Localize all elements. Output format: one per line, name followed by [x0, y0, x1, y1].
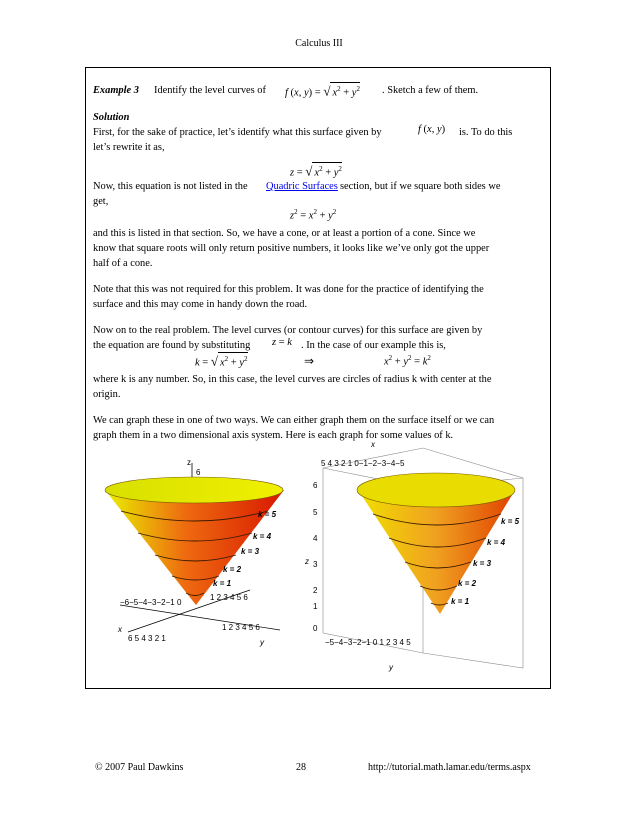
equation-3-right: $x^2 + y^2 = k^2$: [384, 354, 431, 368]
quadric-surfaces-link[interactable]: Quadric Surfaces: [266, 181, 338, 192]
left-x-ticks: 6 5 4 3 2 1: [128, 634, 166, 643]
svg-text:2: 2: [313, 586, 318, 595]
left-z-tick: 6: [196, 468, 201, 477]
p7-a: We can graph these in one of two ways. We can either graph them on the surface itself or we can: [93, 415, 495, 426]
left-cone-figure: [100, 445, 300, 655]
left-label-k4: k = 4: [253, 532, 272, 541]
p5-c: . In the case of our example this is,: [301, 340, 446, 351]
implies-arrow: ⇒: [304, 354, 315, 368]
left-label-k1: k = 1: [213, 579, 232, 588]
p1-a: First, for the sake of practice, let’s identify what this surface given by: [93, 127, 382, 138]
right-label-k2: k = 2: [458, 579, 477, 588]
right-top-ticks: 5 4 3 2 1 0−1−2−3−4−5: [321, 459, 405, 468]
svg-text:0: 0: [313, 624, 318, 633]
p1-b: is. To do this: [459, 127, 513, 138]
right-cone-figure: [303, 438, 543, 678]
right-label-k5: k = 5: [501, 517, 520, 526]
left-x-label: x: [118, 625, 122, 634]
p6-b: origin.: [93, 389, 121, 400]
left-label-k2: k = 2: [223, 565, 242, 574]
equation-3-left: k = √ $x^2 + y^2$: [195, 353, 248, 369]
svg-text:3: 3: [313, 560, 318, 569]
left-label-k3: k = 3: [241, 547, 260, 556]
footer-page-number: 28: [296, 762, 306, 773]
footer-url[interactable]: http://tutorial.math.lamar.edu/terms.aspx: [368, 762, 531, 773]
p5-a: Now on to the real problem. The level curves (or contour curves) for this surface are given by: [93, 325, 483, 336]
example-function: f (x, y) = √ $x^2 + y^2$: [285, 83, 360, 99]
example-label: Example 3: [93, 85, 139, 96]
right-y-label: y: [389, 663, 393, 672]
equation-1: z = √ $x^2 + y^2$: [290, 163, 342, 179]
page-header: Calculus III: [295, 38, 343, 49]
footer-copyright: © 2007 Paul Dawkins: [95, 762, 184, 773]
p3-b: know that square roots will only return positive numbers, it looks like we’ve only got the upper: [93, 243, 490, 254]
left-label-k5: k = 5: [258, 510, 277, 519]
p4-a: Note that this was not required for this problem. It was done for the practice of identifying the: [93, 284, 484, 295]
p5-math: z = k: [272, 337, 292, 348]
svg-text:1: 1: [313, 602, 318, 611]
right-cone-surface: [358, 490, 515, 614]
p6-a: where k is any number. So, in this case, the level curves are circles of radius k with center at the: [93, 374, 492, 385]
solution-heading: Solution: [93, 112, 130, 123]
right-z-ticks: [313, 481, 318, 633]
p4-b: surface and this may come in handy down the road.: [93, 299, 308, 310]
p3-c: half of a cone.: [93, 258, 153, 269]
p7-b: graph them in a two dimensional axis system. Here is each graph for some values of k.: [93, 430, 454, 441]
p1-math: f (x, y): [418, 124, 446, 135]
p1-c: let’s rewrite it as,: [93, 142, 165, 153]
right-z-label: z: [305, 557, 309, 566]
right-label-k3: k = 3: [473, 559, 492, 568]
p3-a: and this is listed in that section. So, we have a cone, or at least a portion of a cone. Since we: [93, 228, 476, 239]
right-x-label-top: x: [371, 440, 375, 449]
svg-text:5: 5: [313, 508, 318, 517]
p2-a: Now, this equation is not listed in the: [93, 181, 248, 192]
right-cone-rim: [357, 473, 515, 507]
p5-b: the equation are found by substituting: [93, 340, 251, 351]
example-prompt: Identify the level curves of: [154, 85, 266, 96]
right-label-k4: k = 4: [487, 538, 506, 547]
left-y-ticks: 1 2 3 4 5 6: [222, 623, 260, 632]
svg-text:4: 4: [313, 534, 318, 543]
svg-text:6: 6: [313, 481, 318, 490]
right-bottom-ticks: −5−4−3−2−1 0 1 2 3 4 5: [325, 638, 411, 647]
left-mini-ticks: 1 2 3 4 5 6: [210, 593, 248, 602]
equation-2: $z^2 = x^2 + y^2$: [290, 208, 337, 222]
p2-c: get,: [93, 196, 109, 207]
left-neg-ticks: −6−5−4−3−2−1 0: [120, 598, 182, 607]
example-prompt-end: . Sketch a few of them.: [382, 85, 479, 96]
left-cone-rim: [105, 477, 283, 503]
right-label-k1: k = 1: [451, 597, 470, 606]
left-z-label: z: [187, 458, 191, 467]
p2-b: section, but if we square both sides we: [340, 181, 501, 192]
left-y-label: y: [260, 638, 264, 647]
